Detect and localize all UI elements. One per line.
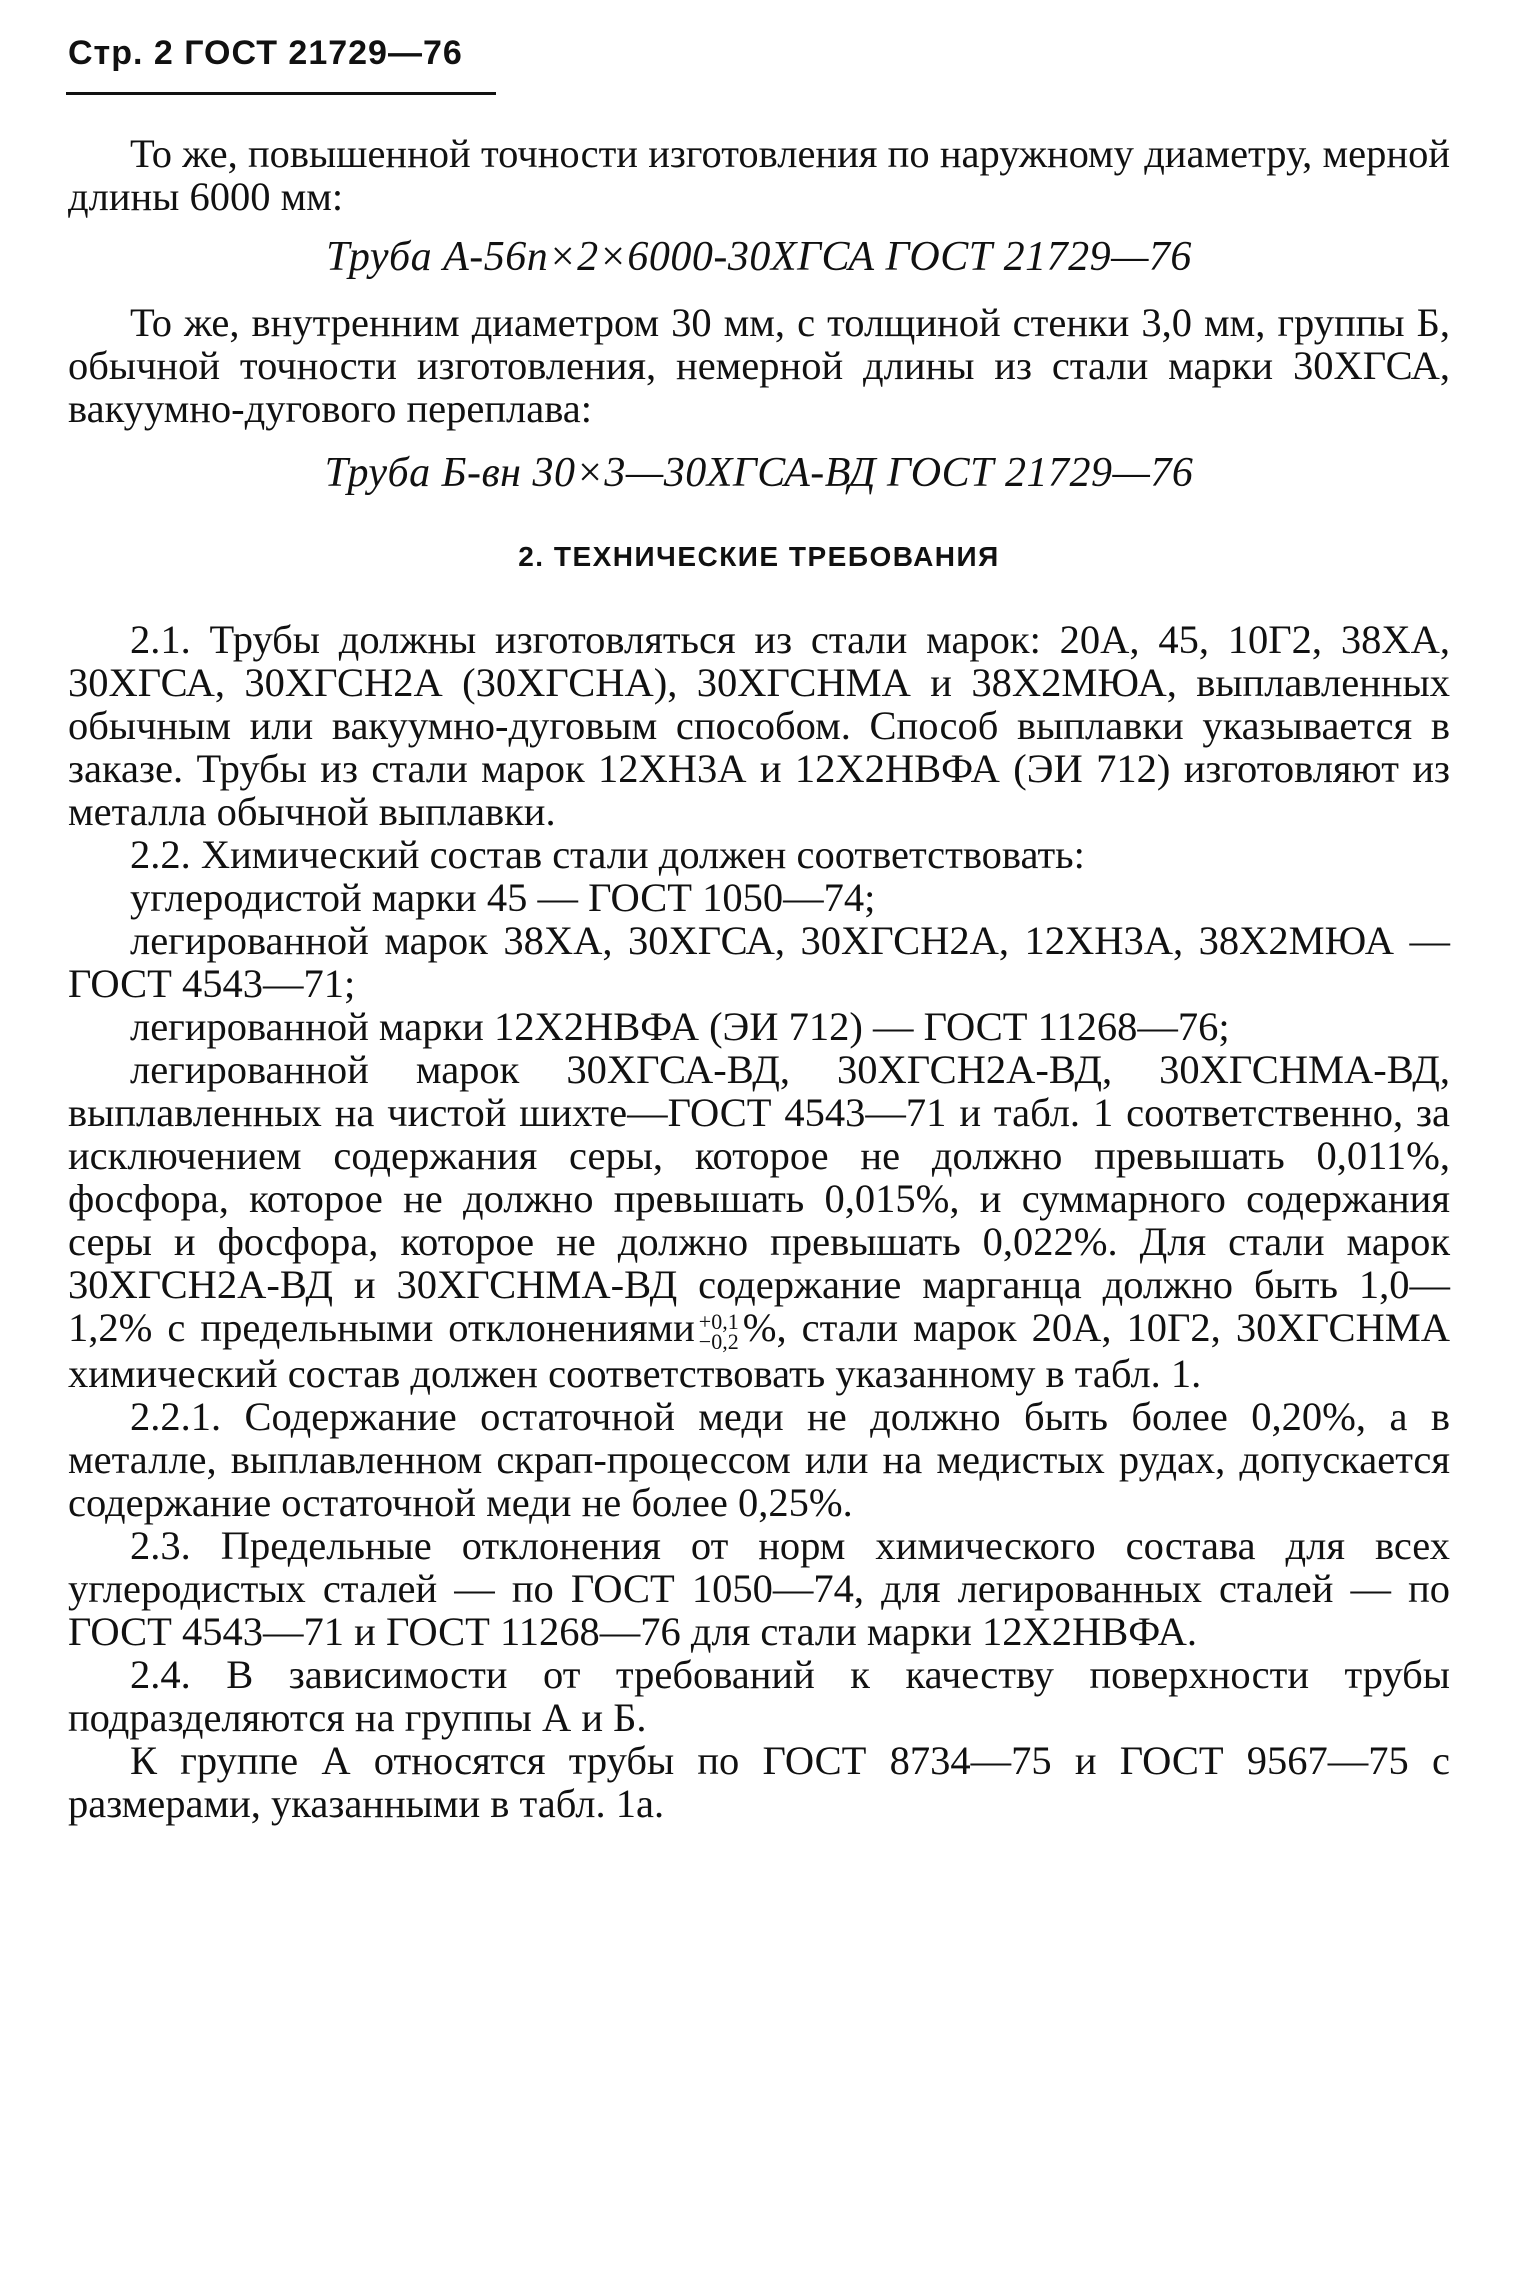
- designation-example-1: Труба А-56п×2×6000-30ХГСА ГОСТ 21729—76: [326, 234, 1192, 280]
- designation-example-2: Труба Б-вн 30×3—30ХГСА-ВД ГОСТ 21729—76: [324, 450, 1194, 496]
- clause-2-2-item-d-part-1: легированной марок 30ХГСА-ВД, 30ХГСН2А-ВД, 30ХГСНМА-ВД, выплавленных на чистой шихте—ГОСТ 4543—71 и табл. 1 соответственно, за исключением содержания серы, которое не должно превышать 0,011%, фосфора, которое не должно превышать 0,015%, и суммарного содержания серы и фосфора, которое не должно превышать 0,022%. Для стали марок 30ХГСН2А-ВД и 30ХГСНМА-ВД содержание марганца должно быть 1,0—1,2% с предельными отклонениями: [68, 1047, 1450, 1350]
- document-body: [68, 132, 1450, 1825]
- clause-2-2-item-d: [68, 1048, 1450, 1395]
- tolerance-fraction: [698, 1308, 739, 1354]
- clause-2-2-item-a: углеродистой марки 45 — ГОСТ 1050—74;: [130, 875, 876, 920]
- page-header: Стр. 2 ГОСТ 21729—76: [68, 34, 463, 72]
- clause-2-1: 2.1. Трубы должны изготовляться из стали марок: 20А, 45, 10Г2, 38ХА, 30ХГСА, 30ХГСН2А (30ХГСНА), 30ХГСНМА и 38Х2МЮА, выплавленных обычным или вакуумно-дуговым способом. Способ выплавки указывается в заказе. Трубы из стали марок 12ХН3А и 12Х2НВФА (ЭИ 712) изготовляют из металла обычной выплавки.: [68, 617, 1450, 834]
- clause-2-2: 2.2. Химический состав стали должен соответствовать:: [130, 832, 1085, 877]
- header-rule: [66, 92, 496, 95]
- clause-2-2-1: 2.2.1. Содержание остаточной меди не должно быть более 0,20%, а в металле, выплавленном скрап-процессом или на медистых рудах, допускается содержание остаточной меди не более 0,25%.: [68, 1393, 1450, 1525]
- clause-2-2-item-c: легированной марки 12Х2НВФА (ЭИ 712) — ГОСТ 11268—76;: [130, 1004, 1230, 1049]
- intro-paragraph-2: То же, внутренним диаметром 30 мм, с толщиной стенки 3,0 мм, группы Б, обычной точности изготовления, немерной длины из стали марки 30ХГСА, вакуумно-дугового переплава:: [68, 300, 1450, 431]
- clause-2-2-item-d-part-2: %, стали марок 20А, 10Г2, 30ХГСНМА химический состав должен соответствовать указанному в табл. 1.: [68, 1305, 1450, 1396]
- clause-2-4: 2.4. В зависимости от требований к качеству поверхности трубы подразделяются на группы А и Б.: [68, 1651, 1450, 1740]
- tolerance-lower: −0,2: [698, 1328, 739, 1354]
- section-title: 2. ТЕХНИЧЕСКИЕ ТРЕБОВАНИЯ: [518, 541, 1000, 572]
- clause-2-2-item-b: легированной марок 38ХА, 30ХГСА, 30ХГСН2А, 12ХН3А, 38Х2МЮА — ГОСТ 4543—71;: [68, 918, 1450, 1006]
- clause-2-3: 2.3. Предельные отклонения от норм химического состава для всех углеродистых сталей — по ГОСТ 1050—74, для легированных сталей — по ГОСТ 4543—71 и ГОСТ 11268—76 для стали марки 12Х2НВФА.: [68, 1522, 1450, 1654]
- tolerance-upper: +0,1: [698, 1308, 739, 1334]
- clause-2-4-group-a: К группе А относятся трубы по ГОСТ 8734—75 и ГОСТ 9567—75 с размерами, указанными в табл. 1а.: [68, 1737, 1450, 1826]
- intro-paragraph-1: То же, повышенной точности изготовления по наружному диаметру, мерной длины 6000 мм:: [68, 131, 1450, 219]
